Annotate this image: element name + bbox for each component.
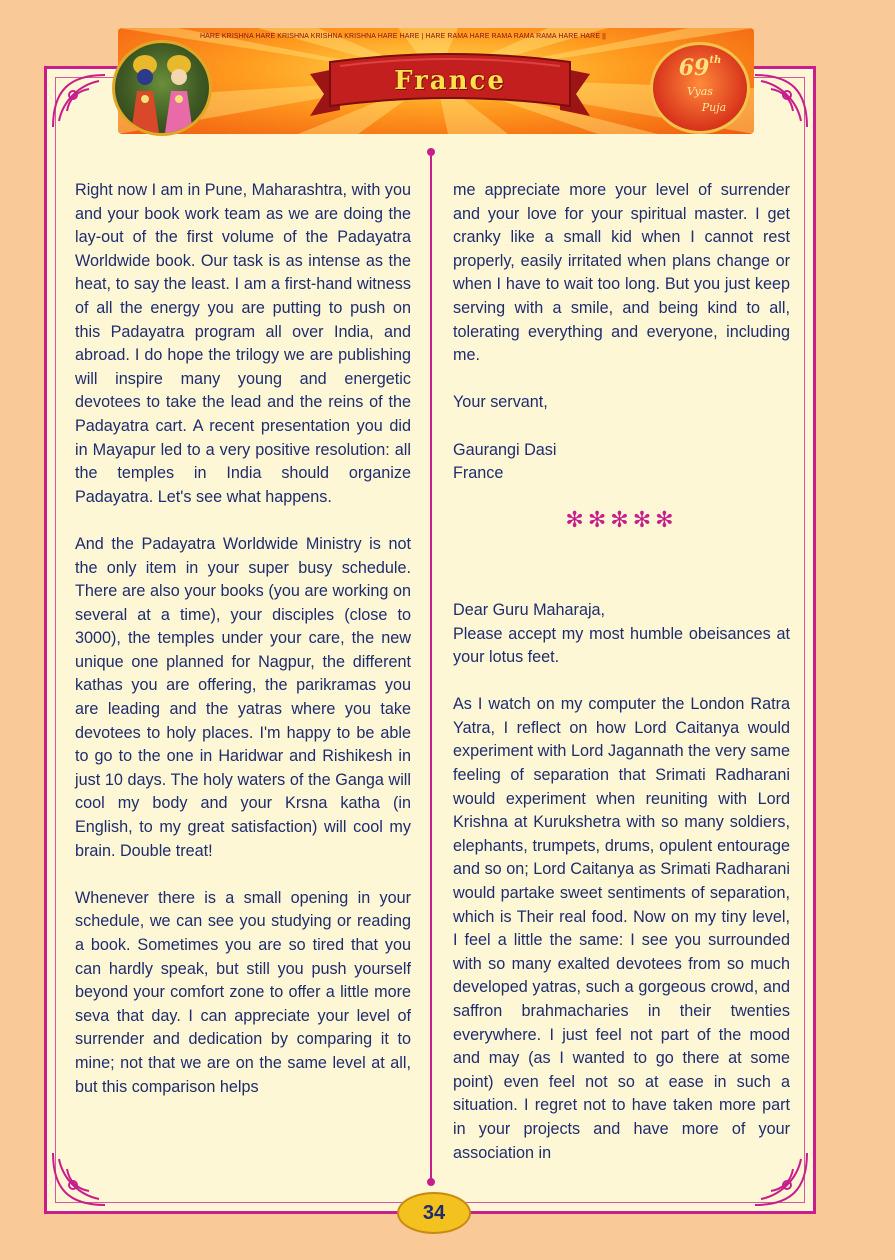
page-number: 34 xyxy=(397,1192,471,1234)
left-column xyxy=(75,179,411,1099)
closing: Your servant, xyxy=(453,393,548,412)
asterisk-separator: ✻✻✻✻✻ xyxy=(565,508,678,534)
paragraph: As I watch on my computer the London Ratra Yatra, I reflect on how Lord Caitanya would experiment with Lord Jagannath the very same feeling of separation that Srimati Radharani would experiment when reuniting with Lord Krishna at Kurukshetra with so many soldiers, elephants, trumpets, drums, opulent entourage and so on; Lord Caitanya as Srimati Radharani would partake sweet sentiments of separation, which is Their real food. Now on my tiny level, I feel a little the same: I see you surrounded with so many exalted devotees from so much developed yatras, such a gorgeous crowd, and saffron brahmacharies in their twenties everywhere. I just feel not part of the mood and may (as I wanted to go there at some point) even feel not so at ease in such a situation. I regret not to have taken more part in your projects and have more of your association in xyxy=(453,695,790,1162)
vyas-puja-emblem xyxy=(650,42,750,134)
chant-text: HARE KRISHNA HARE KRISHNA KRISHNA KRISHNA HARE HARE | HARE RAMA HARE RAMA RAMA RAMA HARE HARE || xyxy=(200,33,606,40)
divider-dot-bottom xyxy=(427,1178,435,1186)
divider-dot-top xyxy=(427,148,435,156)
country-title: France xyxy=(394,66,506,96)
paragraph: And the Padayatra Worldwide Ministry is not the only item in your super busy schedule. There are also your books (you are working on several at a time), your disciples (close to 3000), the temples under your care, the new unique one planned for Nagpur, the different kathas you are offering, the parikramas you are leading and the yatras where you take devotees to holy places. I'm happy to be able to go to the one in Haridwar and Rishikesh in just 10 days. The holy waters of the Ganga will cool my body and your Krsna katha (in English, to my great satisfaction) will cool my brain. Double treat! xyxy=(75,534,411,860)
emblem-line1: Vyas xyxy=(687,85,713,98)
right-column xyxy=(453,179,790,1165)
signature-name: Gaurangi Dasi xyxy=(453,440,557,459)
paragraph: Right now I am in Pune, Maharashtra, with you and your book work team as we are doing the lay-out of the first volume of the Padayatra Worldwide book. Our task is as intense as the heat, to say the least. I am a first-hand witness of all the energy you are putting to push on this Padayatra program all over India, and abroad. I do hope the trilogy we are publishing will inspire many young and energetic devotees to take the lead and the reins of the Padayatra cart. A recent presentation you did in Mayapur led to a very positive resolution: all the temples in India should organize Padayatra. Let's see what happens. xyxy=(75,181,411,506)
paragraph: me appreciate more your level of surrender and your love for your spiritual master. I get cranky like a small kid when I cannot rest properly, easily irritated when plans change or when I have to wait too long. But you just keep serving with a smile, and being kind to all, tolerating everything and everyone, including me. xyxy=(453,181,790,365)
corner-ornament-icon xyxy=(49,1149,109,1209)
corner-ornament-icon xyxy=(751,71,811,131)
deity-image xyxy=(112,40,212,136)
opening-line: Please accept my most humble obeisances at your lotus feet. xyxy=(453,624,790,667)
paragraph: Whenever there is a small opening in your schedule, we can see you studying or reading a book. Sometimes you are so tired that you can hardly speak, but still you push yourself beyond your comfort zone to offer a little more seva that day. I can appreciate your level of surrender and dedication by comparing it to mine; not that we are on the same level at all, but this comparison helps xyxy=(75,888,411,1096)
salutation: Dear Guru Maharaja, xyxy=(453,600,606,619)
emblem-suffix: th xyxy=(709,55,722,66)
signature-place: France xyxy=(453,464,504,483)
emblem-line2: Puja xyxy=(701,101,727,114)
corner-ornament-icon xyxy=(49,71,109,131)
column-divider xyxy=(430,152,432,1182)
emblem-number: 69 xyxy=(678,55,710,81)
